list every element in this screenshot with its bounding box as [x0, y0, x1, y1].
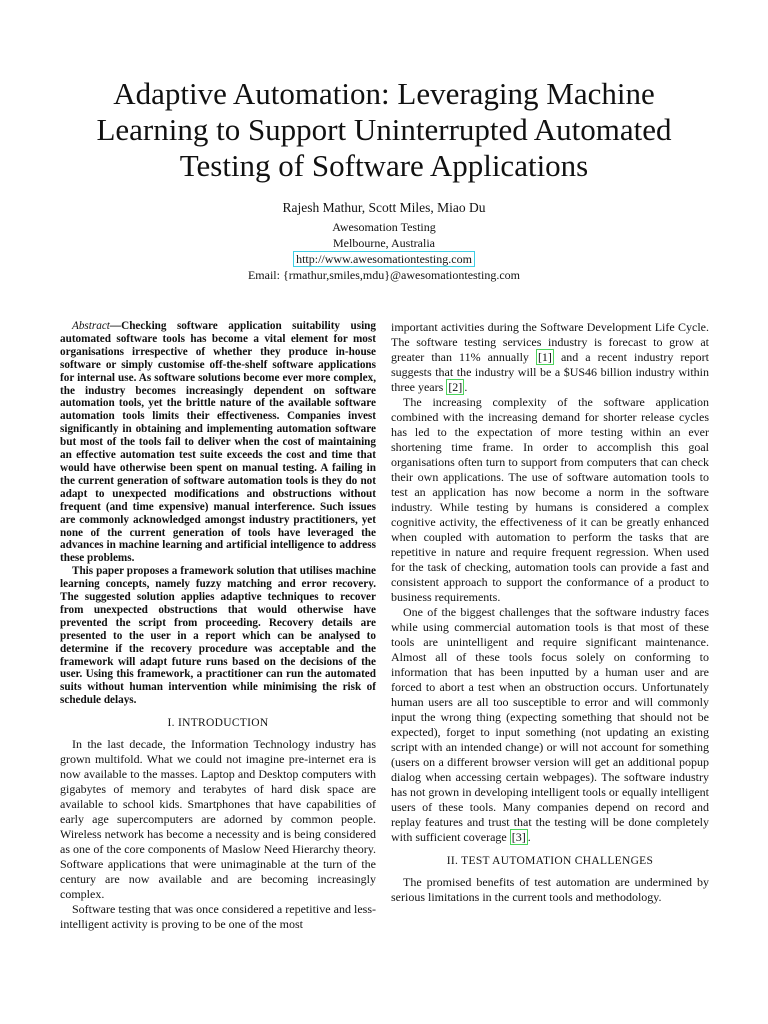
- body-paragraph: Software testing that was once considered a repetitive and less-intelligent activity is proving to be one of the most: [60, 902, 376, 932]
- body-text: .: [527, 830, 531, 844]
- citation-link[interactable]: [1]: [537, 350, 552, 364]
- citation-link[interactable]: [3]: [511, 830, 526, 844]
- paper-title: [60, 76, 708, 184]
- body-paragraph: [391, 320, 709, 395]
- author-block: [134, 200, 634, 283]
- title-line: Adaptive Automation: Leveraging Machine: [113, 76, 655, 111]
- body-text: and a recent industry report suggests that the industry will be a $US46 billion industry within three years: [391, 350, 709, 394]
- author-names: Rajesh Mathur, Scott Miles, Miao Du: [282, 200, 486, 215]
- body-paragraph: The promised benefits of test automation are undermined by serious limitations in the current tools and methodology.: [391, 875, 709, 904]
- right-column: [391, 320, 709, 905]
- body-text: .: [464, 380, 468, 394]
- body-text: One of the biggest challenges that the software industry faces while using commercial automation tools is that most of these tools are unintelligent and require significant maintenance. Almost all of these tools focus solely on conforming to information that has been inputted by a human user and are forced to abort a test when an obstruction occurs. Unfortunately human users are all too susceptible to error and will commonly input the wrong thing (expecting something that should not be expected), forget to input something (not updating an existing script with an intended change) or will not account for something (users on a different browser version will get an additional popup dialog when accessing certain webpages). The software industry has not grown in developing intelligent tools or equally intelligent users of these tools. Many companies depend on record and replay features and trust that the testing will be done completely with sufficient coverage: [391, 605, 709, 844]
- introduction-body: [60, 737, 376, 932]
- abstract-paragraph: [60, 320, 376, 565]
- website-link[interactable]: http://www.awesomationtesting.com: [293, 251, 475, 267]
- abstract-text: —Checking software application suitability using automated software tools has become a vital element for most organisations irrespective of whether they produce in-house software or simply customise off-the-shelf software applications for internal use. As software solutions become ever more complex, the industry becomes increasingly dependent on software automation tools, yet the brittle nature of the available software automation tools limits their effectiveness. Companies invest significantly in obtaining and implementing automation software but most of the tools fail to deliver when the cost of maintaining an effective automation test suite exceeds the cost and time that would have otherwise been spent on manual testing. A failing in the current generation of software automation tools is they do not adapt to unexpected modifications and obstructions without frequent (and time expensive) manual interference. Such issues are commonly acknowledged amongst industry practitioners, yet none of the current generation of tools have leveraged the advances in machine learning and artificial intelligence to address these problems.: [60, 320, 376, 565]
- abstract-label: Abstract: [72, 320, 110, 332]
- section-heading-challenges: II. TEST AUTOMATION CHALLENGES: [446, 855, 654, 867]
- abstract-paragraph: This paper proposes a framework solution that utilises machine learning concepts, namely fuzzy matching and error recovery. The suggested solution applies adaptive techniques to recover from unexpected obstructions that would otherwise have prevented the script from proceeding. Recovery details are presented to the user in a report which can be analysed to determine if the recovery procedure was acceptable and the framework will adapt future runs based on the decisions of the user. Using this framework, a practitioner can run the automated suits without human intervention while minimising the risk of schedule delays.: [60, 565, 376, 707]
- email: Email: {rmathur,smiles,mdu}@awesomationtesting.com: [247, 268, 521, 282]
- left-column: [60, 320, 376, 932]
- body-text: important activities during the Software Development Life Cycle. The software testing services industry is forecast to grow at greater than 11% annually: [391, 320, 709, 364]
- title-line: Testing of Software Applications: [179, 148, 589, 183]
- title-line: Learning to Support Uninterrupted Automated: [96, 112, 672, 147]
- body-paragraph: The increasing complexity of the software application combined with the increasing demand for shorter release cycles has led to the expectation of more testing within an ever shortening time frame. In order to accomplish this goal organisations often turn to support from computers that can check their own applications. The use of software automation tools to test an application has now become a norm in the software industry. While testing by humans is considered a complex cognitive activity, the effectiveness of it can be greatly enhanced when coupled with automation to perform the tasks that are repetitive in nature and require frequent regression. When used for the task of checking, automation tools can provide a fast and consistent approach to support the conformance of a product to business requirements.: [391, 395, 709, 604]
- section-heading-introduction: I. INTRODUCTION: [167, 717, 269, 730]
- affiliation: Awesomation Testing: [332, 220, 436, 234]
- body-paragraph: In the last decade, the Information Technology industry has grown multifold. What we could not imagine pre-internet era is now available to the masses. Laptop and Desktop computers with gigabytes of memory and terabytes of hard disk space are available to school kids. Smartphones that have capabilities of early age supercomputers are adorned by common people. Wireless network has become a necessity and is being considered as one of the core components of Maslow Need Hierarchy theory. Software applications that were unimaginable at the turn of the century are now available and are becoming increasingly complex.: [60, 737, 376, 902]
- location: Melbourne, Australia: [333, 236, 435, 250]
- citation-link[interactable]: [2]: [448, 380, 463, 394]
- body-paragraph: [391, 605, 709, 845]
- abstract: [60, 320, 376, 707]
